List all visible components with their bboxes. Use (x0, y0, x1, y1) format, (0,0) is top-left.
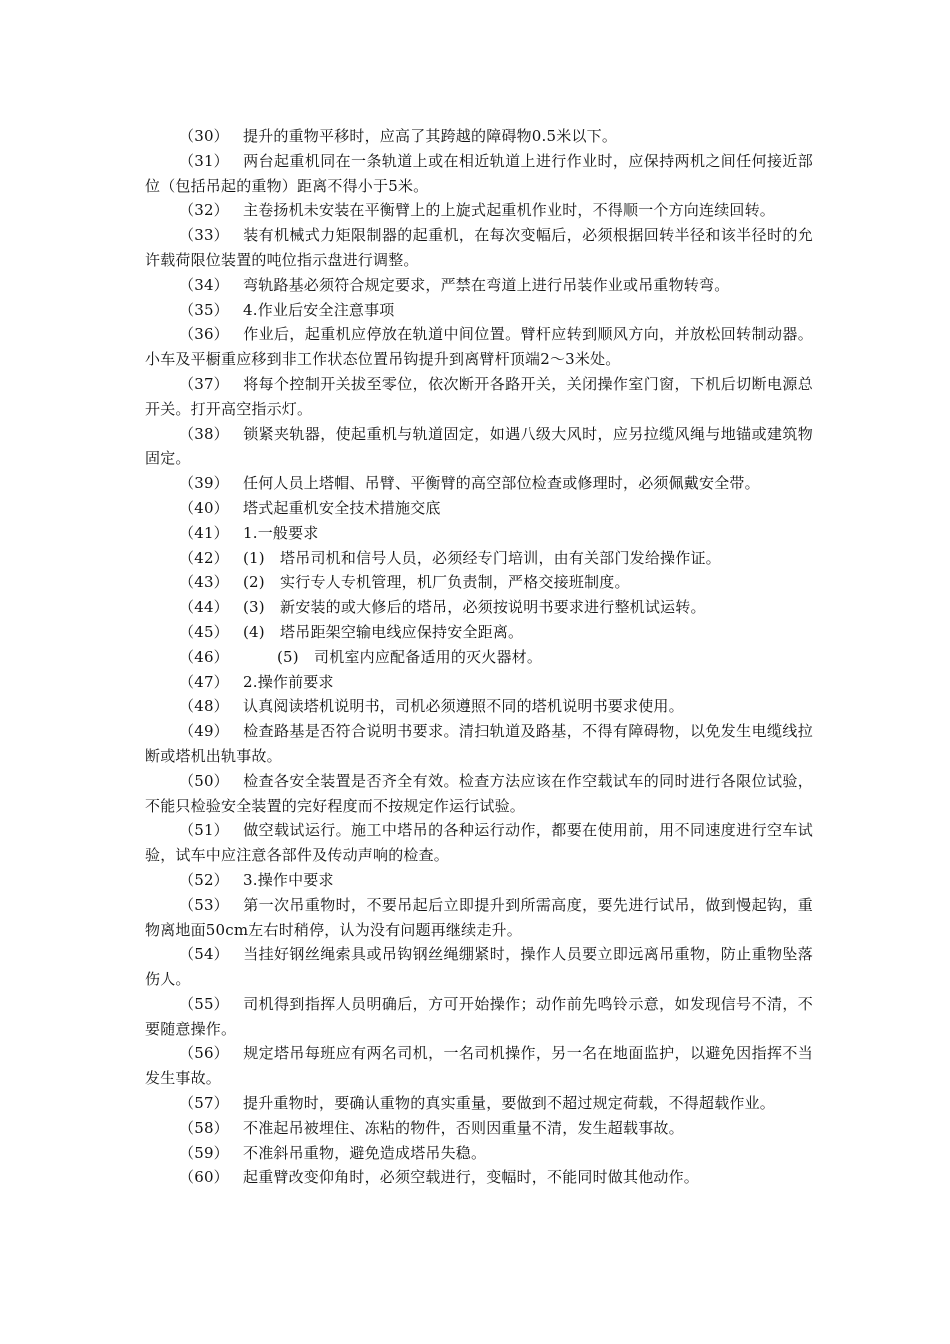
numbered-paragraph (145, 124, 813, 149)
paragraph-number: （48） (179, 697, 229, 716)
paragraph-number: （39） (179, 474, 229, 493)
numbered-paragraph (145, 645, 813, 670)
paragraph-text: 作业后，起重机应停放在轨道中间位置。臂杆应转到顺风方向，并放松回转制动器。小车及平橱重应移到非工作状态位置吊钩提升到离臂杆顶端2～3米处。 (145, 325, 813, 369)
paragraph-number: （42） (179, 548, 229, 567)
paragraph-text: 锁紧夹轨器，使起重机与轨道固定，如遇八级大风时，应另拉缆风绳与地锚或建筑物固定。 (145, 424, 813, 468)
paragraph-number: （31） (179, 151, 229, 170)
paragraph-text: 塔式起重机安全技术措施交底 (243, 498, 441, 517)
numbered-paragraph (145, 1116, 813, 1141)
paragraph-number: （55） (179, 994, 229, 1013)
paragraph-number: （40） (179, 498, 229, 517)
numbered-paragraph (145, 942, 813, 992)
numbered-paragraph (145, 273, 813, 298)
paragraph-text: 2.操作前要求 (243, 672, 334, 691)
paragraph-text: 主卷扬机未安装在平衡臂上的上旋式起重机作业时，不得顺一个方向连续回转。 (243, 201, 776, 220)
paragraph-text: 3.操作中要求 (243, 870, 334, 889)
paragraph-text: 认真阅读塔机说明书，司机必须遵照不同的塔机说明书要求使用。 (243, 697, 684, 716)
numbered-paragraph (145, 992, 813, 1042)
numbered-paragraph (145, 595, 813, 620)
numbered-paragraph (145, 570, 813, 595)
paragraph-number: （47） (179, 672, 229, 691)
document-page (145, 124, 813, 1190)
numbered-paragraph (145, 223, 813, 273)
paragraph-number: （35） (179, 300, 229, 319)
paragraph-text: 弯轨路基必须符合规定要求，严禁在弯道上进行吊装作业或吊重物转弯。 (243, 275, 730, 294)
numbered-paragraph (145, 496, 813, 521)
paragraph-text: 检查路基是否符合说明书要求。清扫轨道及路基，不得有障碍物，以免发生电缆线拉断或塔机出轨事故。 (145, 722, 813, 765)
numbered-paragraph (145, 818, 813, 868)
paragraph-text: 当挂好钢丝绳索具或吊钩钢丝绳绷紧时，操作人员要立即远离吊重物，防止重物坠落伤人。 (145, 945, 813, 989)
numbered-paragraph (145, 1091, 813, 1116)
numbered-paragraph (145, 546, 813, 571)
paragraph-text: 1.一般要求 (243, 523, 319, 542)
paragraph-text: 第一次吊重物时，不要吊起后立即提升到所需高度，要先进行试吊，做到慢起钩，重物离地面50cm左右时稍停，认为没有问题再继续走升。 (145, 895, 813, 939)
paragraph-text: 装有机械式力矩限制器的起重机，在每次变幅后，必须根据回转半径和该半径时的允许载荷限位装置的吨位指示盘进行调整。 (145, 226, 813, 269)
paragraph-number: （43） (179, 573, 229, 592)
paragraph-number: （41） (179, 523, 229, 542)
paragraph-text: 两台起重机同在一条轨道上或在相近轨道上进行作业时，应保持两机之间任何接近部位（包括吊起的重物）距离不得小于5米。 (145, 151, 813, 195)
paragraph-text: 司机得到指挥人员明确后，方可开始操作；动作前先鸣铃示意，如发现信号不清，不要随意操作。 (145, 994, 813, 1038)
paragraph-number: （38） (179, 424, 229, 443)
paragraph-number: （51） (179, 821, 229, 840)
paragraph-number: （52） (179, 870, 229, 889)
paragraph-text: 规定塔吊每班应有两名司机，一名司机操作，另一名在地面监护，以避免因指挥不当发生事故。 (145, 1044, 813, 1088)
paragraph-number: （37） (179, 374, 229, 393)
paragraph-text: 提升的重物平移时，应高了其跨越的障碍物0.5米以下。 (243, 127, 618, 145)
paragraph-number: （46） (179, 647, 229, 666)
paragraph-number: （49） (179, 722, 229, 741)
paragraph-text: 做空载试运行。施工中塔吊的各种运行动作，都要在使用前，用不同速度进行空车试验，试车中应注意各部件及传动声响的检查。 (145, 821, 813, 865)
numbered-paragraph (145, 422, 813, 472)
paragraph-text: 将每个控制开关拔至零位，依次断开各路开关，关闭操作室门窗，下机后切断电源总开关。打开高空指示灯。 (145, 374, 813, 418)
paragraph-text: 检查各安全装置是否齐全有效。检查方法应该在作空载试车的同时进行各限位试验，不能只检验安全装置的完好程度而不按规定作运行试验。 (145, 771, 813, 815)
numbered-paragraph (145, 694, 813, 719)
paragraph-text: 提升重物时，要确认重物的真实重量，要做到不超过规定荷载，不得超载作业。 (243, 1094, 776, 1113)
paragraph-text: (5) 司机室内应配备适用的灭火器材。 (277, 647, 543, 666)
numbered-paragraph (145, 1165, 813, 1190)
paragraph-number: （59） (179, 1143, 229, 1162)
paragraph-text: (4) 塔吊距架空输电线应保持安全距离。 (243, 622, 524, 641)
paragraph-number: （33） (179, 226, 229, 245)
numbered-paragraph (145, 719, 813, 769)
paragraph-number: （45） (179, 622, 229, 641)
paragraph-number: （54） (179, 945, 229, 964)
numbered-paragraph (145, 620, 813, 645)
numbered-paragraph (145, 322, 813, 372)
paragraph-number: （30） (179, 127, 229, 145)
numbered-paragraph (145, 1041, 813, 1091)
numbered-paragraph (145, 471, 813, 496)
numbered-paragraph (145, 1141, 813, 1166)
paragraph-number: （34） (179, 275, 229, 294)
paragraph-number: （50） (179, 771, 229, 790)
numbered-paragraph (145, 149, 813, 199)
paragraph-number: （56） (179, 1044, 229, 1063)
numbered-paragraph (145, 521, 813, 546)
paragraph-text: (3) 新安装的或大修后的塔吊，必须按说明书要求进行整机试运转。 (243, 598, 706, 617)
numbered-paragraph (145, 670, 813, 695)
numbered-paragraph (145, 298, 813, 323)
paragraph-text: 不准起吊被埋住、冻粘的物件，否则因重量不清，发生超载事故。 (243, 1118, 684, 1137)
paragraph-text: (2) 实行专人专机管理，机厂负责制，严格交接班制度。 (243, 573, 630, 592)
paragraph-number: （53） (179, 895, 229, 914)
paragraph-number: （36） (179, 325, 229, 344)
paragraph-text: 起重臂改变仰角时，必须空载进行，变幅时，不能同时做其他动作。 (243, 1168, 700, 1187)
numbered-paragraph (145, 372, 813, 422)
paragraph-number: （44） (179, 598, 229, 617)
paragraph-number: （57） (179, 1094, 229, 1113)
paragraph-text: 4.作业后安全注意事项 (243, 300, 395, 319)
paragraph-number: （58） (179, 1118, 229, 1137)
numbered-paragraph (145, 769, 813, 819)
paragraph-text: 不准斜吊重物，避免造成塔吊失稳。 (243, 1143, 487, 1162)
numbered-paragraph (145, 868, 813, 893)
paragraph-text: (1) 塔吊司机和信号人员，必须经专门培训，由有关部门发给操作证。 (243, 548, 721, 567)
numbered-paragraph (145, 198, 813, 223)
paragraph-number: （32） (179, 201, 229, 220)
paragraph-text: 任何人员上塔帽、吊臂、平衡臂的高空部位检查或修理时，必须佩戴安全带。 (243, 474, 760, 493)
paragraph-number: （60） (179, 1168, 229, 1187)
numbered-paragraph (145, 893, 813, 943)
